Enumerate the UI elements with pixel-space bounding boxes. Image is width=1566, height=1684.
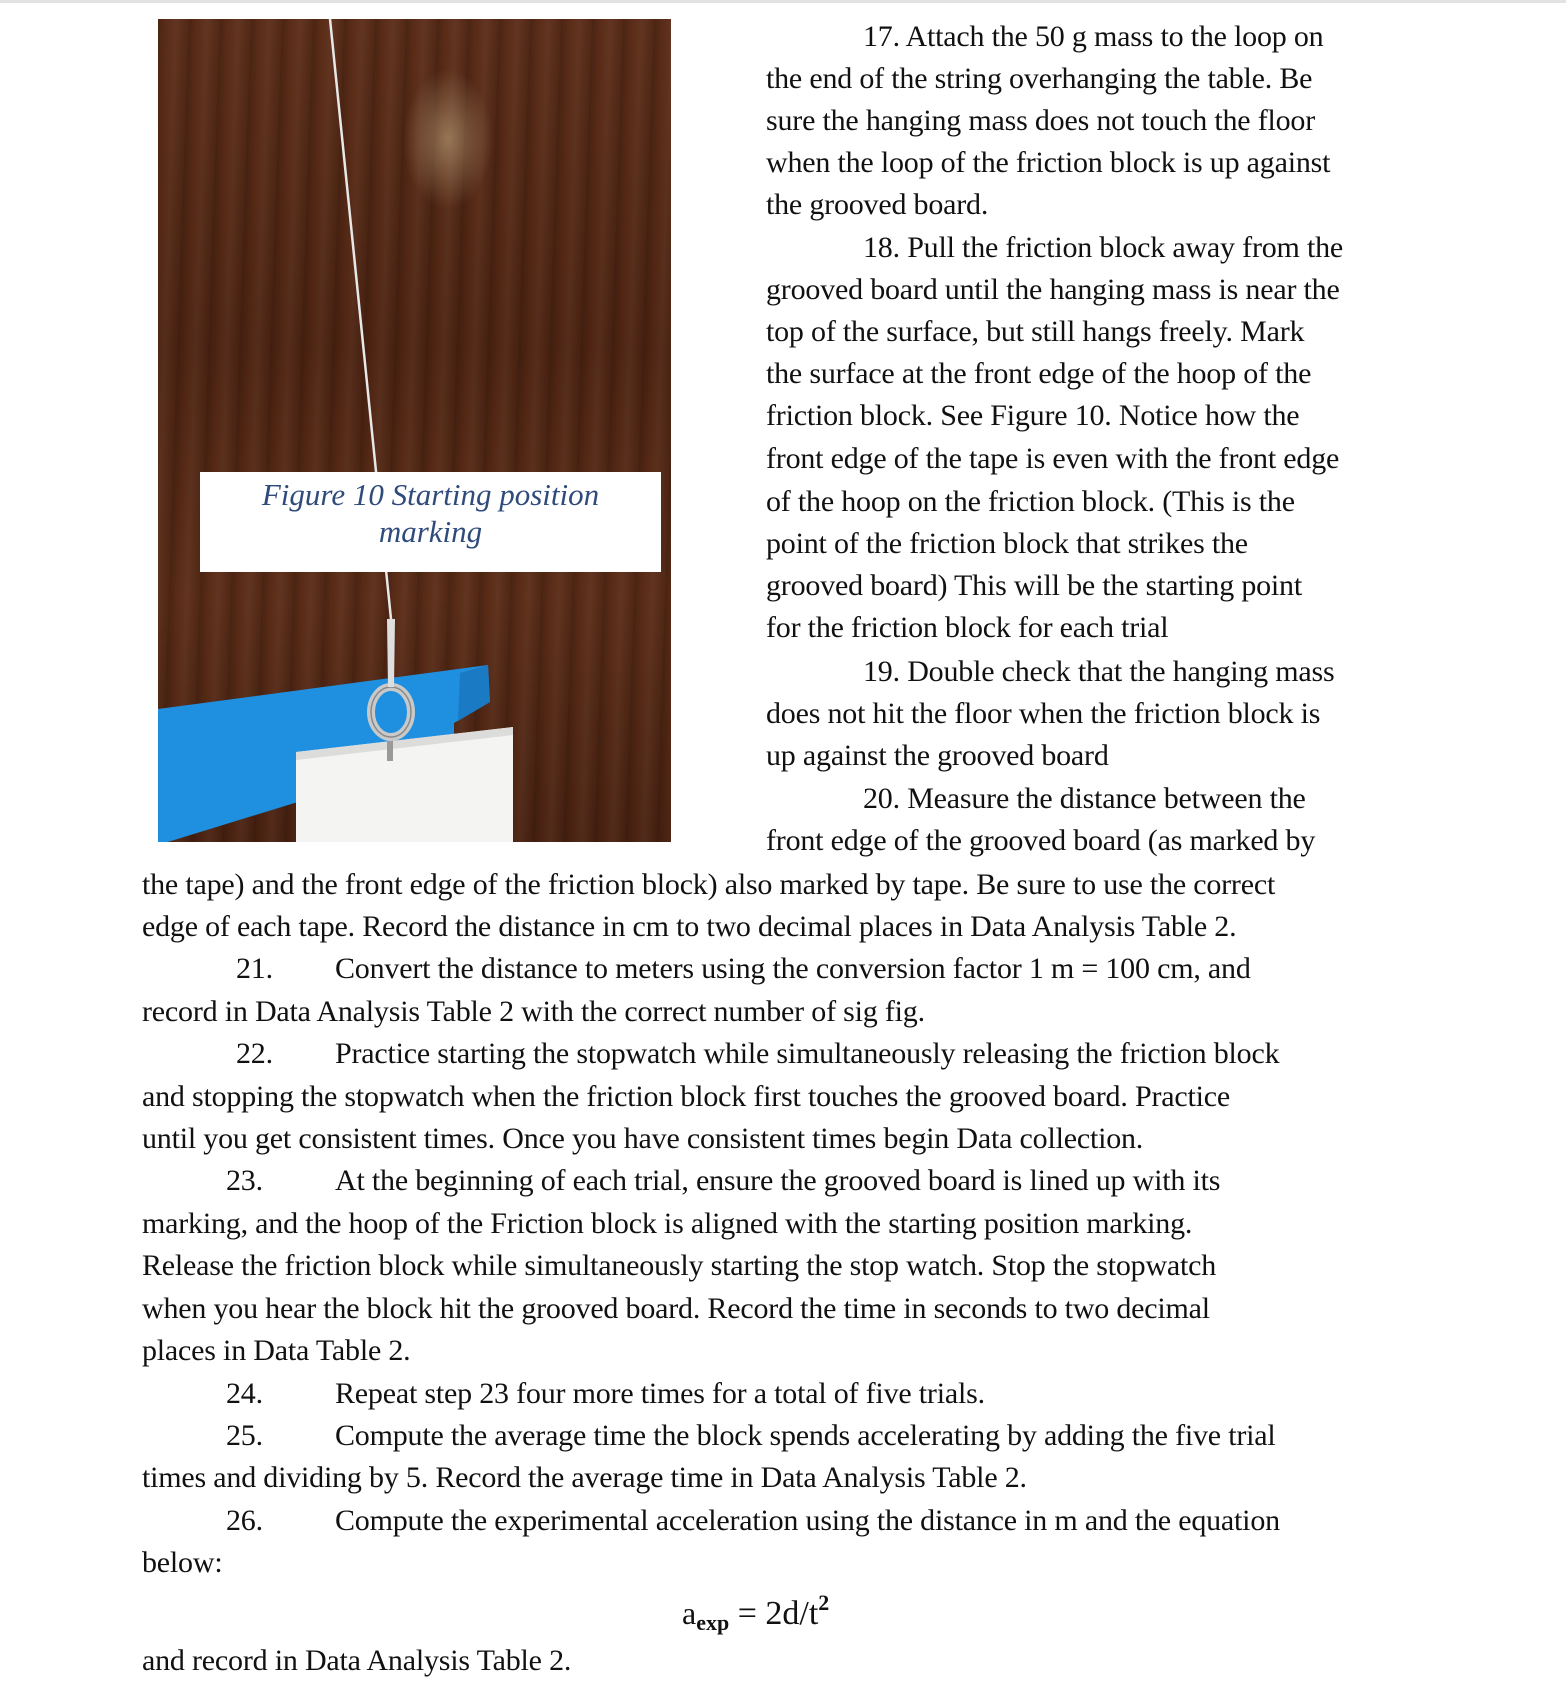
step-20-line-1: 20. Measure the distance between the — [863, 782, 1306, 815]
figure-caption-box — [200, 472, 661, 572]
step-22-line-1: Practice starting the stopwatch while simultaneously releasing the friction block — [335, 1037, 1280, 1070]
step-21-line-1: Convert the distance to meters using the conversion factor 1 m = 100 cm, and — [335, 952, 1251, 985]
step-17-line-2: the end of the string overhanging the table. Be — [766, 62, 1313, 95]
step-18-line-5: friction block. See Figure 10. Notice how the — [766, 399, 1300, 432]
step-23-line-3: Release the friction block while simultaneously starting the stop watch. Stop the stopwatch — [142, 1249, 1217, 1282]
string-knot — [387, 619, 395, 687]
step-26-number: 26. — [226, 1504, 263, 1537]
step-23-line-2: marking, and the hoop of the Friction block is aligned with the starting position marking. — [142, 1207, 1193, 1240]
step-25-number: 25. — [226, 1419, 263, 1452]
acceleration-equation — [682, 1590, 829, 1636]
step-21-number: 21. — [236, 952, 273, 985]
step-17-line-4: when the loop of the friction block is up against — [766, 146, 1331, 179]
step-19-line-2: does not hit the floor when the friction block is — [766, 697, 1321, 730]
equation-superscript: 2 — [818, 1590, 830, 1615]
step-17-line-1: 17. Attach the 50 g mass to the loop on — [863, 20, 1324, 53]
figure-10-photo — [158, 19, 671, 842]
equation-subscript: exp — [696, 1610, 730, 1635]
step-24-number: 24. — [226, 1377, 263, 1410]
step-26-line-1: Compute the experimental acceleration using the distance in m and the equation — [335, 1504, 1280, 1537]
step-23-line-5: places in Data Table 2. — [142, 1334, 411, 1367]
step-25-line-1: Compute the average time the block spends accelerating by adding the five trial — [335, 1419, 1276, 1452]
equation-rhs: = 2d/t — [729, 1595, 819, 1632]
step-17-line-5: the grooved board. — [766, 188, 989, 221]
photo-illustration — [158, 19, 671, 842]
step-23-number: 23. — [226, 1164, 263, 1197]
step-24-line-1: Repeat step 23 four more times for a total of five trials. — [335, 1377, 985, 1410]
step-18-line-6: front edge of the tape is even with the front edge — [766, 442, 1340, 475]
step-25-line-2: times and dividing by 5. Record the average time in Data Analysis Table 2. — [142, 1461, 1027, 1494]
step-23-line-4: when you hear the block hit the grooved board. Record the time in seconds to two decimal — [142, 1292, 1210, 1325]
step-18-line-7: of the hoop on the friction block. (This is the — [766, 485, 1295, 518]
step-19-line-3: up against the grooved board — [766, 739, 1109, 772]
closing-line: and record in Data Analysis Table 2. — [142, 1644, 572, 1677]
step-18-line-3: top of the surface, but still hangs freely. Mark — [766, 315, 1305, 348]
step-19-line-1: 19. Double check that the hanging mass — [863, 655, 1335, 688]
step-18-line-1: 18. Pull the friction block away from the — [863, 231, 1344, 264]
step-22-number: 22. — [236, 1037, 273, 1070]
step-18-line-9: grooved board) This will be the starting point — [766, 569, 1302, 602]
figure-caption: Figure 10 Starting position marking — [261, 477, 600, 549]
step-18-line-10: for the friction block for each trial — [766, 611, 1169, 644]
step-20-line-2: front edge of the grooved board (as marked by — [766, 824, 1316, 857]
step-22-line-2: and stopping the stopwatch when the friction block first touches the grooved board. Practice — [142, 1080, 1230, 1113]
step-21-line-2: record in Data Analysis Table 2 with the correct number of sig fig. — [142, 995, 925, 1028]
step-17-line-3: sure the hanging mass does not touch the floor — [766, 104, 1316, 137]
step-20-line-4: edge of each tape. Record the distance in cm to two decimal places in Data Analysis Table 2. — [142, 910, 1237, 943]
equation-symbol: a — [682, 1595, 697, 1631]
step-18-line-4: the surface at the front edge of the hoop of the — [766, 357, 1312, 390]
step-22-line-3: until you get consistent times. Once you have consistent times begin Data collection. — [142, 1122, 1144, 1155]
step-18-line-2: grooved board until the hanging mass is near the — [766, 273, 1340, 306]
step-20-line-3: the tape) and the front edge of the friction block) also marked by tape. Be sure to use the correct — [142, 868, 1276, 901]
step-23-line-1: At the beginning of each trial, ensure the grooved board is lined up with its — [335, 1164, 1221, 1197]
step-18-line-8: point of the friction block that strikes the — [766, 527, 1248, 560]
page-top-border — [0, 0, 1566, 3]
step-26-line-2: below: — [142, 1546, 223, 1579]
